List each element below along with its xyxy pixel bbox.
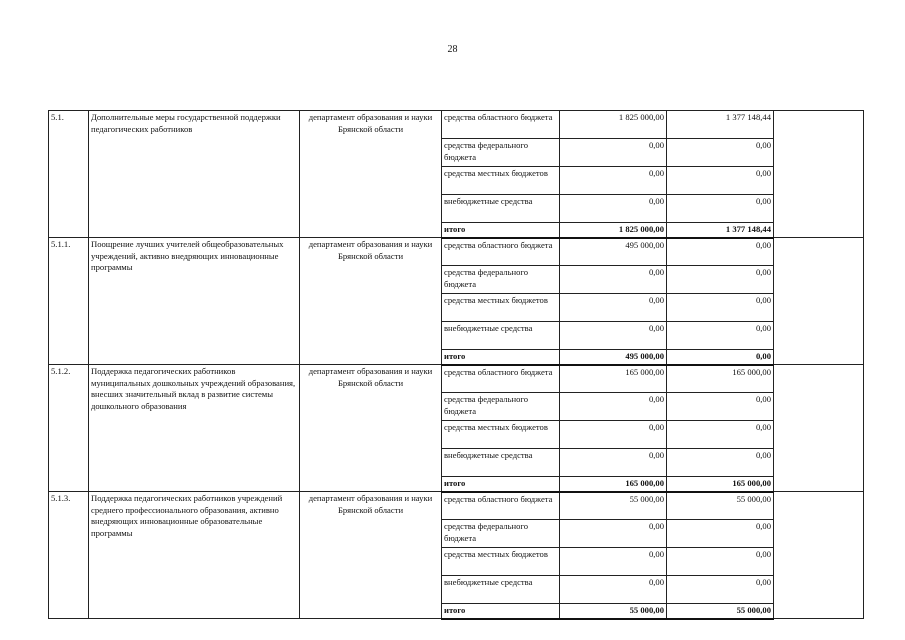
amount-actual: 1 377 148,44 xyxy=(667,111,774,139)
funding-source: средства областного бюджета xyxy=(442,365,560,393)
program-number: 5.1.2. xyxy=(49,365,89,492)
program-department: департамент образования и науки Брянской области xyxy=(300,492,442,619)
funding-source: средства местных бюджетов xyxy=(442,294,560,322)
notes-cell xyxy=(774,111,864,238)
amount-actual: 0,00 xyxy=(667,449,774,477)
total-label: итого xyxy=(442,350,560,365)
funding-source: средства федерального бюджета xyxy=(442,139,560,167)
amount-planned: 0,00 xyxy=(560,139,667,167)
amount-actual: 55 000,00 xyxy=(667,492,774,520)
amount-planned: 495 000,00 xyxy=(560,350,667,365)
amount-planned: 0,00 xyxy=(560,520,667,548)
funding-source: внебюджетные средства xyxy=(442,449,560,477)
amount-actual: 0,00 xyxy=(667,294,774,322)
funding-source: средства местных бюджетов xyxy=(442,421,560,449)
funding-source: средства областного бюджета xyxy=(442,492,560,520)
source-row xyxy=(49,492,864,520)
total-label: итого xyxy=(442,223,560,238)
program-department: департамент образования и науки Брянской области xyxy=(300,111,442,238)
funding-source: средства местных бюджетов xyxy=(442,167,560,195)
amount-planned: 495 000,00 xyxy=(560,238,667,266)
funding-source: средства областного бюджета xyxy=(442,238,560,266)
amount-planned: 0,00 xyxy=(560,167,667,195)
funding-source: средства федерального бюджета xyxy=(442,520,560,548)
program-number: 5.1.3. xyxy=(49,492,89,619)
notes-cell xyxy=(774,365,864,492)
amount-planned: 55 000,00 xyxy=(560,604,667,619)
amount-actual: 0,00 xyxy=(667,576,774,604)
program-title: Поддержка педагогических работников учреждений среднего профессионального образования, активно внедряющих инновационные образовательные программы xyxy=(89,492,300,619)
amount-planned: 165 000,00 xyxy=(560,365,667,393)
amount-planned: 1 825 000,00 xyxy=(560,223,667,238)
funding-source: средства федерального бюджета xyxy=(442,266,560,294)
amount-actual: 0,00 xyxy=(667,393,774,421)
amount-actual: 1 377 148,44 xyxy=(667,223,774,238)
amount-actual: 165 000,00 xyxy=(667,365,774,393)
funding-source: внебюджетные средства xyxy=(442,195,560,223)
amount-planned: 0,00 xyxy=(560,195,667,223)
amount-actual: 0,00 xyxy=(667,139,774,167)
amount-planned: 0,00 xyxy=(560,548,667,576)
page-number: 28 xyxy=(447,44,458,55)
amount-planned: 1 825 000,00 xyxy=(560,111,667,139)
amount-actual: 0,00 xyxy=(667,520,774,548)
program-department: департамент образования и науки Брянской области xyxy=(300,238,442,365)
amount-planned: 0,00 xyxy=(560,576,667,604)
amount-planned: 0,00 xyxy=(560,294,667,322)
amount-planned: 165 000,00 xyxy=(560,477,667,492)
program-number: 5.1.1. xyxy=(49,238,89,365)
amount-planned: 0,00 xyxy=(560,393,667,421)
program-number: 5.1. xyxy=(49,111,89,238)
amount-actual: 165 000,00 xyxy=(667,477,774,492)
funding-source: средства областного бюджета xyxy=(442,111,560,139)
amount-actual: 0,00 xyxy=(667,238,774,266)
amount-actual: 0,00 xyxy=(667,548,774,576)
program-title: Дополнительные меры государственной поддержки педагогических работников xyxy=(89,111,300,238)
funding-source: средства местных бюджетов xyxy=(442,548,560,576)
notes-cell xyxy=(774,238,864,365)
amount-planned: 0,00 xyxy=(560,421,667,449)
amount-planned: 0,00 xyxy=(560,266,667,294)
funding-source: внебюджетные средства xyxy=(442,576,560,604)
source-row xyxy=(49,111,864,139)
amount-actual: 0,00 xyxy=(667,421,774,449)
amount-planned: 55 000,00 xyxy=(560,492,667,520)
total-label: итого xyxy=(442,604,560,619)
total-label: итого xyxy=(442,477,560,492)
program-department: департамент образования и науки Брянской области xyxy=(300,365,442,492)
program-title: Поощрение лучших учителей общеобразовательных учреждений, активно внедряющих инновационные программы xyxy=(89,238,300,365)
budget-table-body xyxy=(49,111,864,619)
notes-cell xyxy=(774,492,864,619)
source-row xyxy=(49,365,864,393)
funding-source: внебюджетные средства xyxy=(442,322,560,350)
source-row xyxy=(49,238,864,266)
budget-table xyxy=(48,110,864,620)
amount-planned: 0,00 xyxy=(560,322,667,350)
amount-actual: 55 000,00 xyxy=(667,604,774,619)
amount-actual: 0,00 xyxy=(667,322,774,350)
program-title: Поддержка педагогических работников муниципальных дошкольных учреждений образования, внесших значительный вклад в развитие системы дошкольного образования xyxy=(89,365,300,492)
amount-planned: 0,00 xyxy=(560,449,667,477)
amount-actual: 0,00 xyxy=(667,167,774,195)
amount-actual: 0,00 xyxy=(667,266,774,294)
amount-actual: 0,00 xyxy=(667,350,774,365)
amount-actual: 0,00 xyxy=(667,195,774,223)
funding-source: средства федерального бюджета xyxy=(442,393,560,421)
